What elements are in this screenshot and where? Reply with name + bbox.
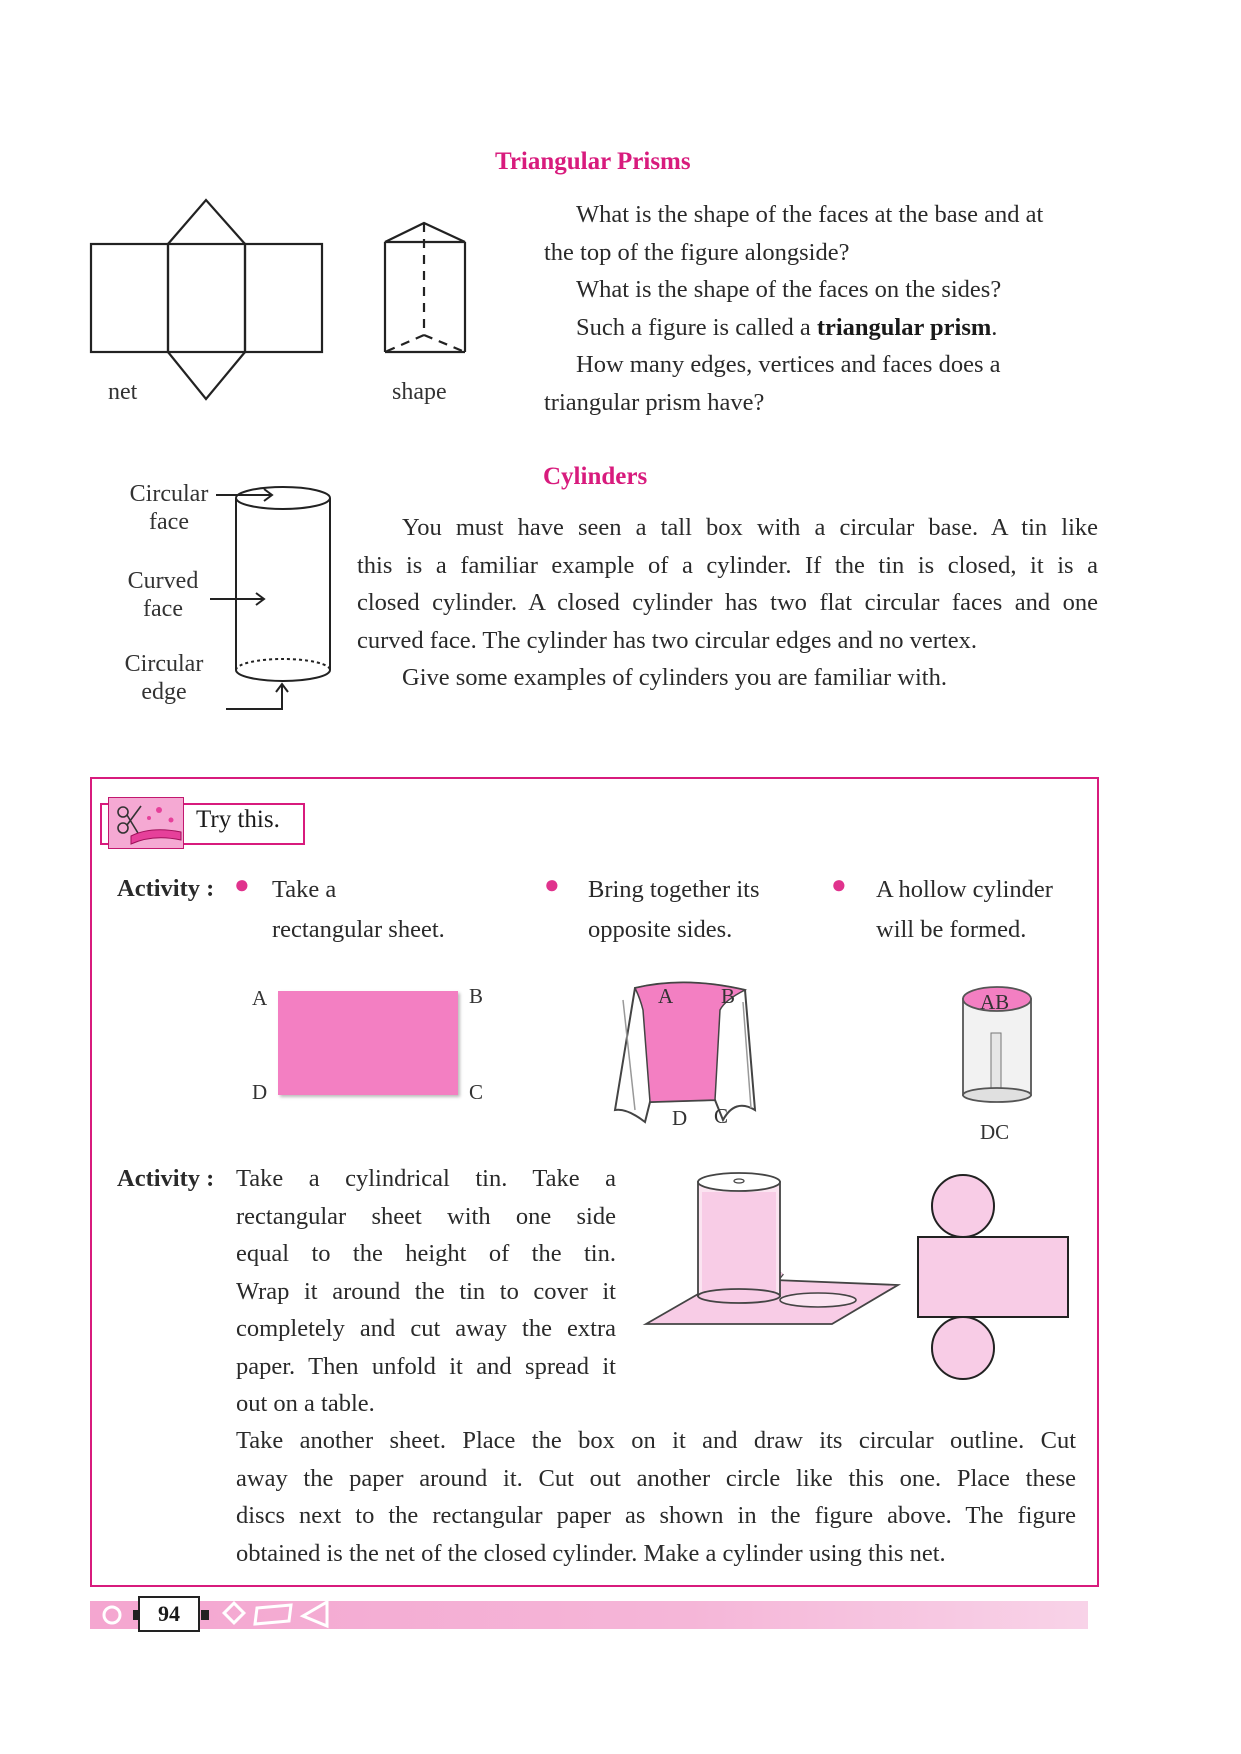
- scissors-tape-icon: [108, 797, 184, 849]
- net-bottom-disc: [932, 1317, 994, 1379]
- net-label: net: [108, 379, 138, 405]
- curl-corner-b: B: [721, 984, 736, 1008]
- footer-diamond-icon: [224, 1603, 244, 1623]
- heading-triangular-prisms: Triangular Prisms: [495, 148, 691, 175]
- net-triangle-bottom: [168, 352, 245, 399]
- prism-net-figure: [88, 196, 328, 406]
- cylinder-bottom-dc: DC: [980, 1120, 1010, 1144]
- rectangular-sheet: [278, 991, 458, 1095]
- cylinder-top-ab: AB: [980, 990, 1010, 1014]
- label-circular-face: Circular face: [129, 481, 209, 535]
- activity-1-step-1: Take a rectangular sheet.: [272, 876, 445, 943]
- bullet-3: ●: [831, 870, 847, 899]
- prism-line-3: What is the shape of the faces on the sides?: [576, 276, 1002, 303]
- prism-line-6: triangular prism have?: [544, 388, 765, 416]
- activity-1-step-2: Bring together its opposite sides.: [588, 876, 760, 943]
- prism-shape-figure: [382, 220, 472, 355]
- footer-triangle-icon: [303, 1602, 327, 1626]
- heading-cylinders: Cylinders: [543, 463, 648, 490]
- net-curved-sheet: [918, 1237, 1068, 1317]
- prism-text: [544, 196, 1104, 421]
- term-triangular-prism: triangular prism: [816, 313, 992, 341]
- curl-corner-c: C: [714, 1104, 729, 1128]
- curl-corner-a: A: [658, 984, 674, 1008]
- cyl-line-4: curved face. The cylinder has two circular edges and no vertex.: [357, 626, 977, 654]
- rect-corner-d: D: [252, 1080, 268, 1104]
- net-face-right: [245, 244, 322, 352]
- prism-line-5: How many edges, vertices and faces does a: [576, 351, 1001, 378]
- prism-line-2: the top of the figure alongside?: [544, 238, 850, 266]
- tin-on-sheet-figure: [642, 1168, 892, 1338]
- net-top-disc: [932, 1175, 994, 1237]
- cyl-line-1: You must have seen a tall box with a circular base. A tin like: [402, 514, 1098, 541]
- cylinder-text: [357, 509, 1098, 697]
- curl-corner-d: D: [672, 1106, 688, 1130]
- label-curved-face: Curved face: [127, 568, 199, 622]
- rect-corner-c: C: [469, 1080, 484, 1104]
- net-face-middle: [168, 244, 245, 352]
- rect-corner-a: A: [252, 986, 268, 1010]
- activity-1-step-3: A hollow cylinder will be formed.: [876, 876, 1053, 943]
- activity-2-text-wide: Take another sheet. Place the box on it and draw its circular outline. Cut away the paper around it. Cut out another circle like this one. Place these discs next to the rectangular paper as shown in the figure above. The figure obtained is the net of the closed cylinder. Make a cylinder using this net.: [236, 1427, 1076, 1567]
- cyl-line-2: this is a familiar example of a cylinder. If the tin is closed, it is a: [357, 551, 1098, 579]
- shape-label: shape: [392, 379, 447, 405]
- cyl-line-3: closed cylinder. A closed cylinder has two flat circular faces and one: [357, 589, 1098, 616]
- activity-2-label: Activity :: [117, 1165, 215, 1192]
- footer-parallelogram-icon: [255, 1605, 291, 1624]
- bullet-1: ●: [234, 870, 250, 899]
- prism-line-1: What is the shape of the faces at the base and at: [576, 201, 1044, 228]
- net-triangle-top: [168, 200, 245, 244]
- cylinder-net-figure: [916, 1175, 1076, 1395]
- activity-2-text-narrow: Take a cylindrical tin. Take a rectangular sheet with one side equal to the height of the tin. Wrap it around the tin to cover it completely and cut away the extra paper. Then unfold it and spread it out on a table.: [236, 1165, 616, 1417]
- rect-corner-b: B: [469, 984, 484, 1008]
- footer-circle-icon: [104, 1607, 120, 1623]
- try-this-title: Try this.: [196, 806, 280, 833]
- cyl-line-5: Give some examples of cylinders you are familiar with.: [402, 664, 947, 691]
- bullet-2: ●: [544, 870, 560, 899]
- net-face-left: [91, 244, 168, 352]
- footer-shapes: [95, 1598, 335, 1632]
- label-circular-edge: Circular edge: [124, 651, 204, 705]
- page-number: 94: [138, 1596, 200, 1632]
- prism-line-4: Such a figure is called a triangular prism.: [576, 313, 998, 341]
- activity-1-label: Activity :: [117, 875, 215, 902]
